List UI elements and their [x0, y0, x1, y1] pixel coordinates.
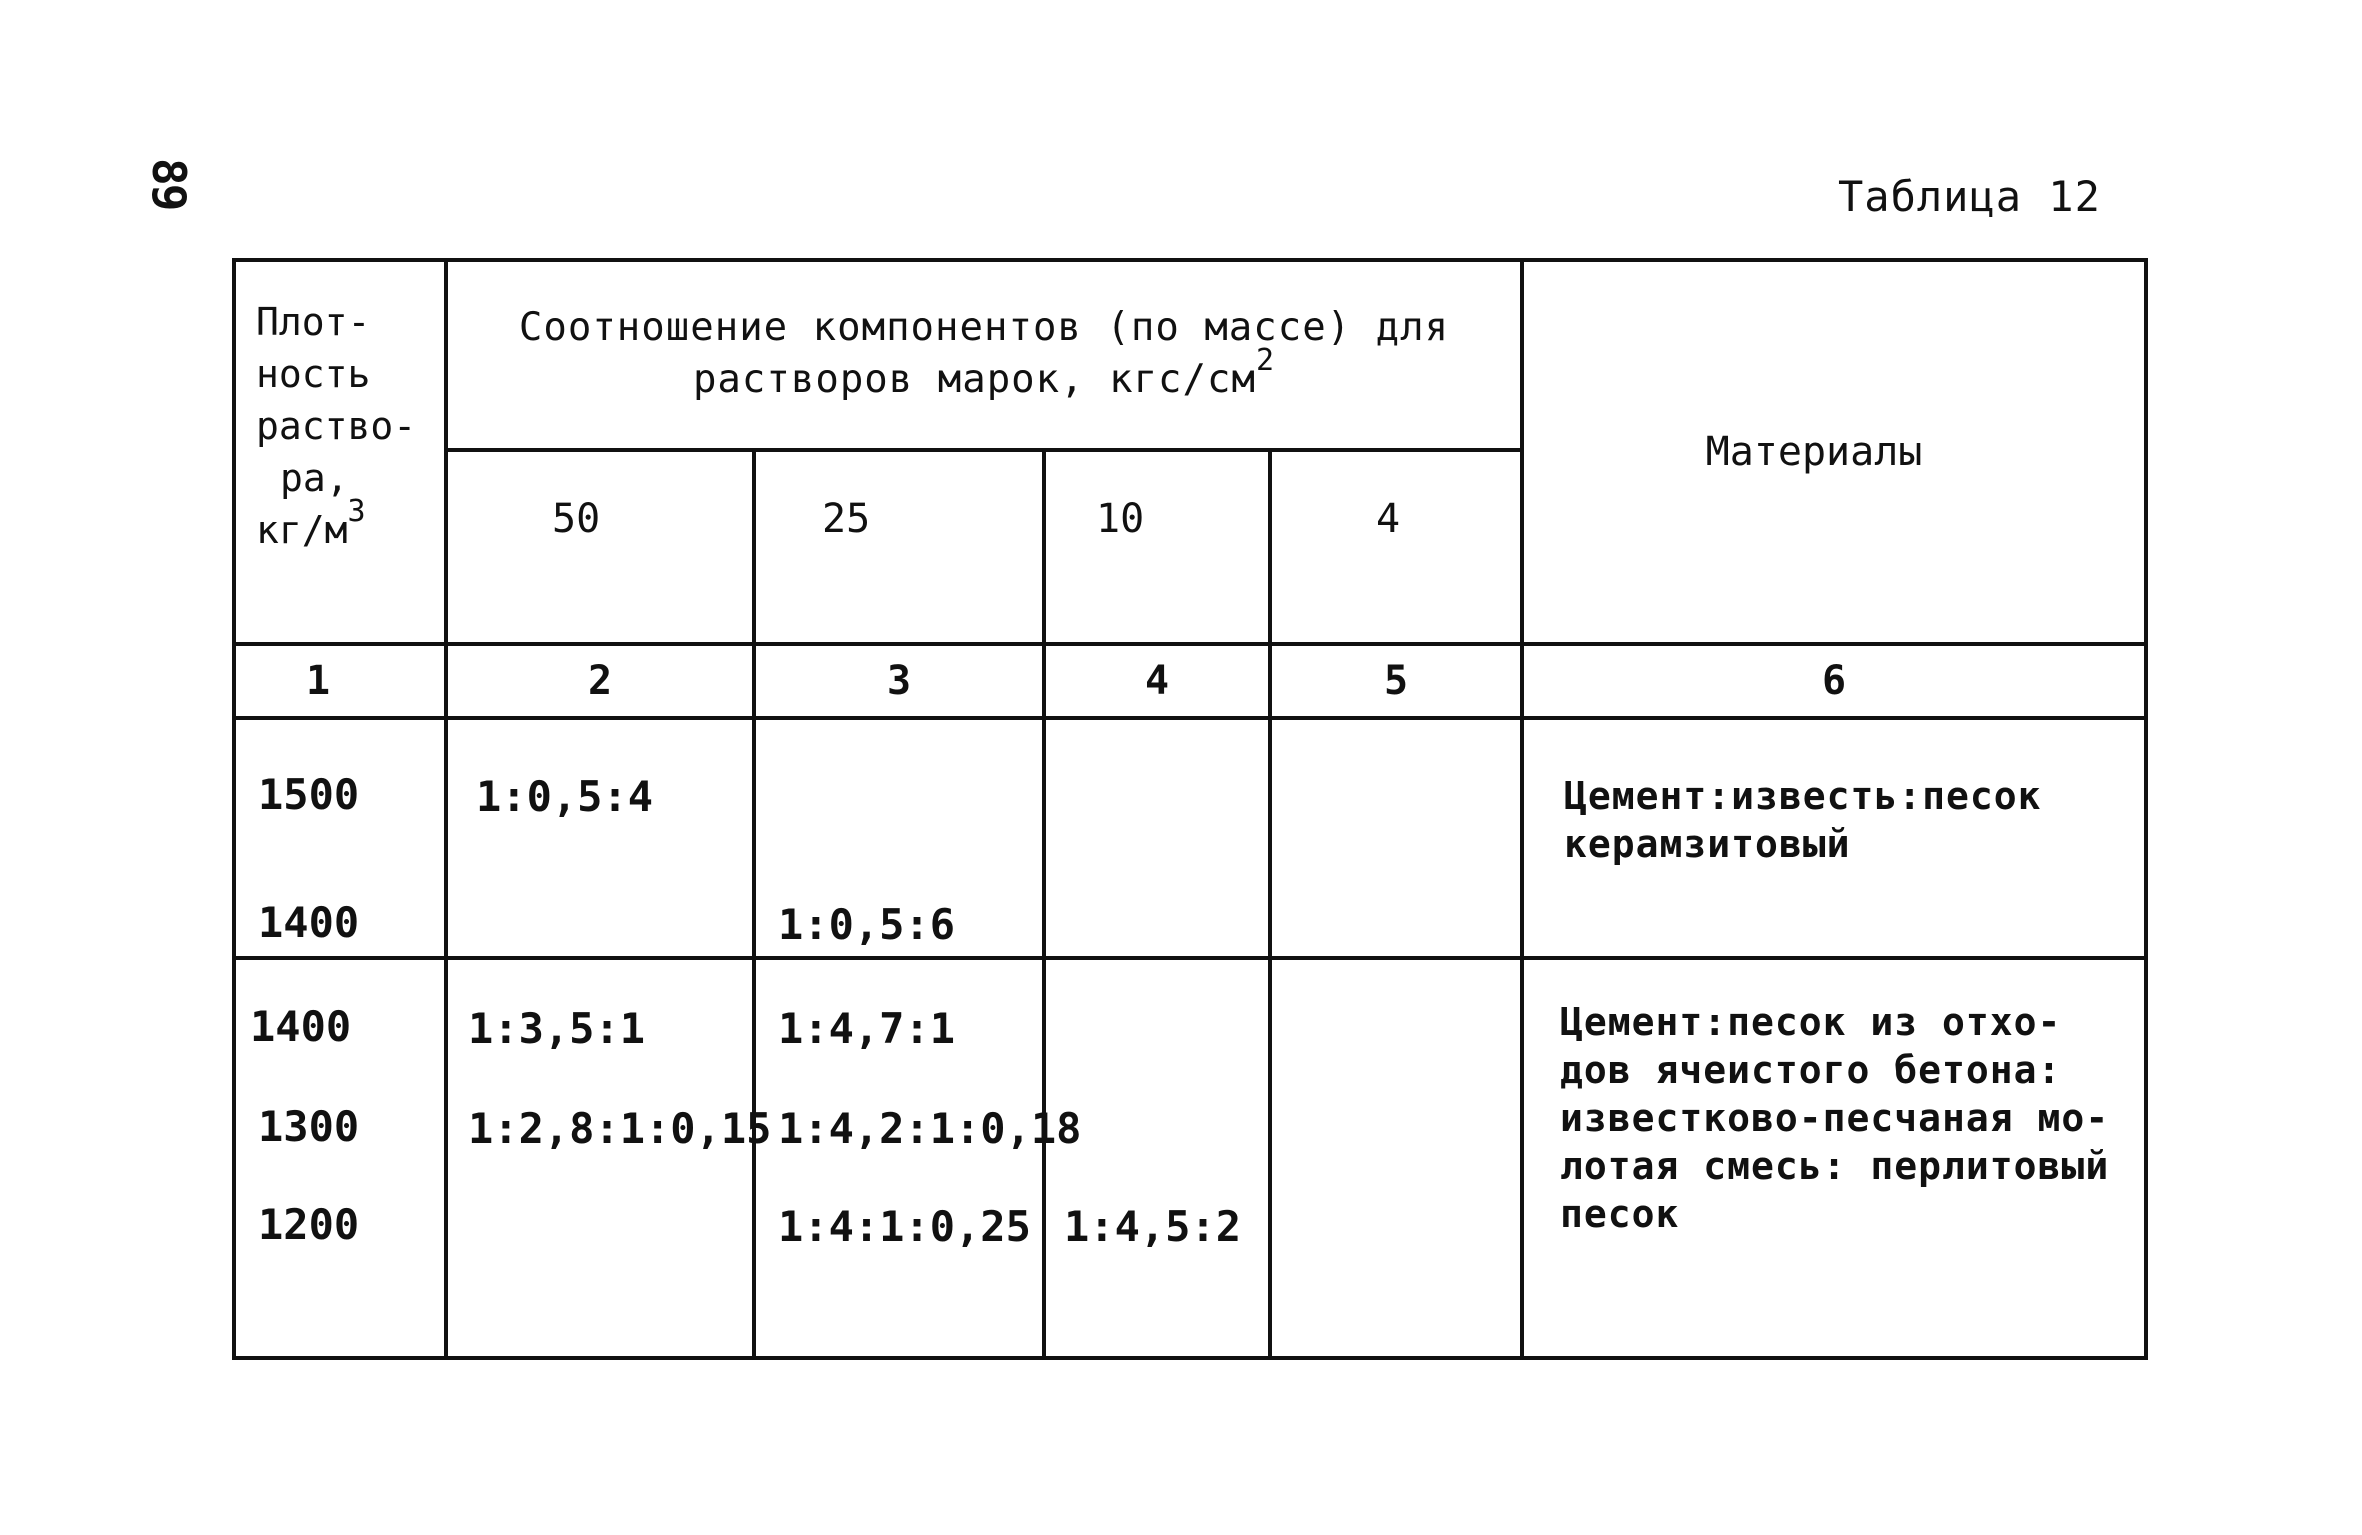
table-title: Таблица 12 [1838, 172, 2101, 221]
density-header-line: раство- [256, 404, 417, 448]
density-cell [234, 958, 446, 1358]
ratio-header-line: Соотношение компонентов (по массе) для [518, 305, 1450, 350]
header-row [234, 260, 2146, 450]
column-number-row [234, 644, 2146, 718]
mark-10: 10 [1044, 450, 1270, 644]
ratio-value: 1:4,2:1:0,18 [778, 1104, 1082, 1153]
ratio-value: 1:0,5:4 [476, 772, 654, 821]
ratio-header-line: растворов марок, кгс/$см^2$ [692, 343, 1276, 402]
column-number: 5 [1270, 644, 1522, 718]
density-header-line: ра, [280, 456, 349, 500]
column-number: 1 [234, 644, 446, 718]
column-number: 3 [754, 644, 1044, 718]
table-row [234, 718, 2146, 958]
ratio-table [232, 258, 2148, 1360]
materials-line: дов ячеистого бетона: [1560, 1048, 2062, 1092]
ratio-value: 1:0,5:6 [778, 900, 956, 949]
ratio-cell-mark-10 [1044, 958, 1270, 1358]
materials-line: песок [1560, 1192, 1680, 1236]
density-unit-superscript: 3 [347, 494, 366, 529]
column-number: 2 [446, 644, 754, 718]
density-value: 1400 [250, 1002, 352, 1051]
materials-cell [1522, 718, 2146, 958]
ratio-cell-mark-4 [1270, 958, 1522, 1358]
page-number: 89 [142, 158, 196, 210]
materials-cell [1522, 958, 2146, 1358]
mark-50: 50 [446, 450, 754, 644]
ratio-cell-mark-25 [754, 958, 1082, 1358]
ratio-value: 1:4:1:0,25 [778, 1202, 1031, 1251]
column-number: 6 [1522, 644, 2146, 718]
ratio-cell-mark-25 [754, 718, 1044, 958]
density-header-line: ность [256, 352, 371, 396]
ratio-header [446, 260, 1522, 450]
ratio-cell-mark-4 [1270, 718, 1522, 958]
density-header [234, 260, 446, 644]
density-header-line: Плот- [256, 300, 371, 344]
materials-line: Цемент:известь:песок [1564, 774, 2042, 818]
density-value: 1500 [258, 770, 360, 819]
table-row [234, 958, 2146, 1358]
materials-header: Материалы [1522, 260, 2146, 644]
mark-25: 25 [754, 450, 1044, 644]
ratio-value: 1:4,5:2 [1064, 1202, 1242, 1251]
column-number: 4 [1044, 644, 1270, 718]
materials-line: Цемент:песок из отхо- [1560, 1000, 2062, 1044]
materials-line: керамзитовый [1564, 822, 1851, 866]
materials-line: лотая смесь: перлитовый [1560, 1144, 2110, 1188]
ratio-cell-mark-50 [446, 958, 772, 1358]
ratio-unit-superscript: 2 [1255, 343, 1276, 378]
density-value: 1200 [258, 1200, 360, 1249]
density-cell [234, 718, 446, 958]
mark-4: 4 [1270, 450, 1522, 644]
density-value: 1400 [258, 898, 360, 947]
density-header-line: $кг/м^3$ [256, 494, 366, 552]
ratio-cell-mark-10 [1044, 718, 1270, 958]
density-value: 1300 [258, 1102, 360, 1151]
ratio-value: 1:4,7:1 [778, 1004, 956, 1053]
ratio-value: 1:3,5:1 [468, 1004, 646, 1053]
ratio-cell-mark-50 [446, 718, 754, 958]
ratio-value: 1:2,8:1:0,15 [468, 1104, 772, 1153]
materials-line: известково-песчаная мо- [1560, 1096, 2110, 1140]
